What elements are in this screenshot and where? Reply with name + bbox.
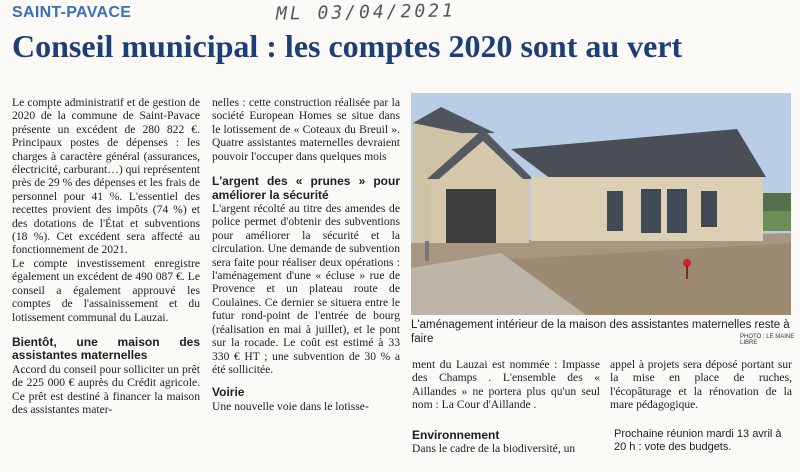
paragraph: nelles : cette construction réalisée par la société European Homes se situe dans le lotissement de « Coteaux du Breuil ». Quatre assistantes maternelles devraient pouvoir l'occuper dans quelques mois — [212, 96, 400, 163]
article-column-1 — [12, 96, 200, 466]
handwritten-note: ML 03/04/2021 — [275, 0, 457, 25]
house-illustration — [411, 93, 791, 315]
paragraph: Le compte investissement enregistre également un excédent de 490 087 €. Le conseil a également approuvé les comptes de l'assainissement et du lotissement communal du Lauzai. — [12, 256, 200, 324]
paragraph: Une nouvelle voie dans le lotisse- — [212, 399, 369, 413]
paragraph: Dans le cadre de la biodiversité, un — [412, 442, 576, 455]
subheading: Environnement — [412, 428, 500, 442]
subheading: L'argent des « prunes » pour améliorer la sécurité — [212, 174, 400, 202]
subheading: Bientôt, une maison des assistantes maternelles — [12, 334, 200, 363]
article-column-4 — [610, 358, 792, 420]
paragraph: ment du Lauzai est nommée : Impasse des Champs . L'ensemble des « Aillandes » ne portera plus qu'un seul nom : La Cour d'Aillande . — [412, 358, 600, 412]
photo-credit: PHOTO : LE MAINE LIBRE — [740, 334, 795, 346]
subheading: Voirie — [212, 385, 245, 400]
paragraph: Accord du conseil pour solliciter un prêt de 225 000 € auprès du Crédit agricole. Ce prêt est destiné à financer la maison des assistantes mater- — [12, 362, 200, 417]
article-column-3 — [412, 358, 600, 420]
article-column-2 — [212, 96, 400, 466]
house-photo — [411, 93, 791, 315]
paragraph: appel à projets sera déposé portant sur la mise en place de ruches, l'écopâturage et la rénovation de la mare pédagogique. — [610, 358, 792, 412]
paragraph: L'argent récolté au titre des amendes de police permet d'obtenir des subventions pour améliorer la sécurité et la circulation. Une demande de subvention sera faite pour réaliser deux opérations : l'aménagement d'une « écluse » rue de Provence et un plateau route de Coulaines. Ce dernier se situera entre le futur rond-point de l'entrée de bourg (réalisation en mai à juillet), et le pont sur la rocade. Le coût est estimé à 33 330 € HT ; une subvention de 30 % a été sollicitée. — [212, 202, 400, 376]
headline: Conseil municipal : les comptes 2020 sont au vert — [12, 28, 683, 64]
photo-caption: L'aménagement intérieur de la maison des assistantes maternelles reste à faire — [411, 319, 790, 345]
section-label: SAINT-PAVACE — [12, 4, 132, 21]
next-meeting-note: Prochaine réunion mardi 13 avril à 20 h : vote des budgets. — [614, 428, 782, 453]
paragraph: Le compte administratif et de gestion de 2020 de la commune de Saint-Pavace présente un excédent de 280 822 €. Principaux postes de dépenses : les charges à caractère général (assurances, électricité, carburant…) qui représentent près de 29 % des dépenses et les frais de personnel pour 41 %. L'essentiel des recettes provient des impôts (74 %) et des dotations de l'État et subventions (18 %). Cet excédent sera affecté au fonctionnement de 2021. — [12, 96, 200, 257]
